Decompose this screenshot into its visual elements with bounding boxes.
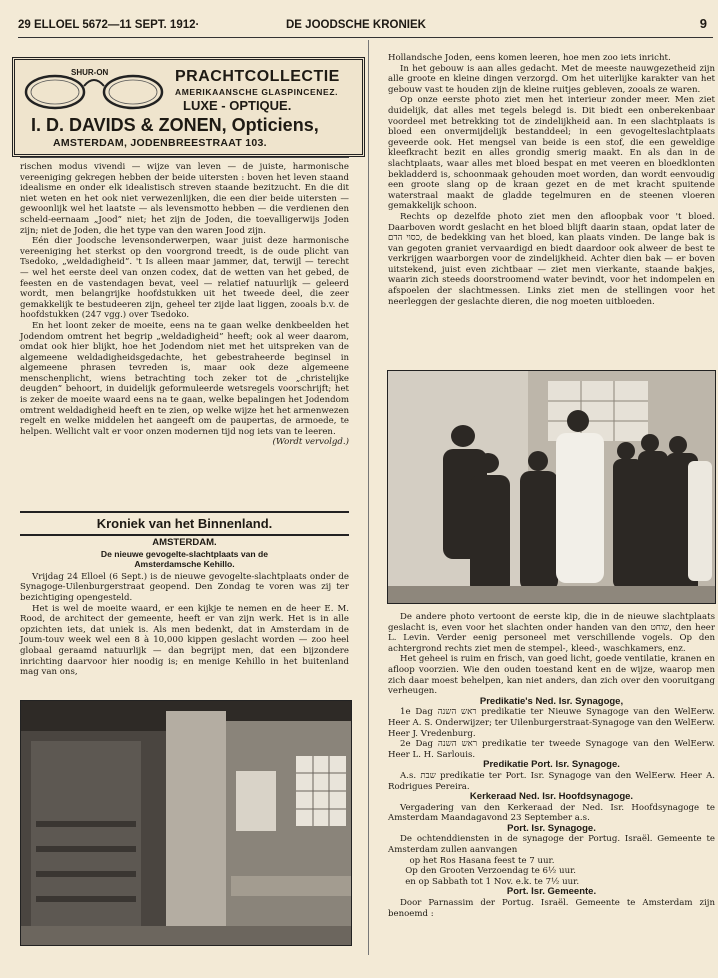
notice-text: Door Parnassim der Portug. Israël. Gemeente te Amsterdam zijn benoemd : — [388, 898, 715, 919]
newspaper-title: DE JOODSCHE KRONIEK — [286, 19, 426, 31]
service-time: op het Ros Hasana feest te 7 uur. — [409, 855, 555, 866]
article-subhead: Amsterdamsche Kehillo. — [134, 559, 235, 570]
ad-rule — [20, 157, 349, 158]
column-divider — [368, 40, 369, 955]
right-paragraph: Op onze eerste photo ziet men het interieur zonder meer. Men ziet duidelijk, dat alles met tegels belegd is. Dit biedt een onberekenbaar voordeel met betrekking tot de zindelijkheid aan. In een slachtplaats is bloed een onvermijdelijk bestanddeel; in een gevogelteslachtplaats geveerde ook. Het mengsel van beide is een stof, die een geweldige kleefkracht bezit en alles grondig smerig maakt. En als dan in de slachtplaats, waar alles met bloed bespat en met veeren en bloedklonten bekladderd is, schoonmaak gehouden moet worden, dan wordt eenvoudig een groote slang op de kraan gezet en de met kracht spuitende waterstraal maakt de gladde tegelmuren en de steenen vloeren gemakkelijk schoon. — [388, 95, 715, 212]
right-paragraph: Het geheel is ruim en frisch, van goed licht, goede ventilatie, kranen en afloop voorzien. Wie den ouden toestand kent en de wijze, waarop men zich daar moest behelpen, kan niet anders, dan zich over den vooruitgang verheugen. — [388, 654, 715, 697]
notice-heading: Kerkeraad Ned. Isr. Hoofdsynagoge. — [469, 791, 634, 803]
right-notices — [388, 612, 715, 919]
service-time: Op den Grooten Verzoendag te 6½ uur. — [405, 866, 576, 877]
left-paragraph: rischen modus vivendi — wijze van leven — de juiste, harmonische vereeniging gekregen hebben der beide uitersten : boven het leven staand idealisme en onder elk idealistisch streven staande bezitzucht. En die dit niet weten en het ook niet verwezenlijken, die een dier beide uitersten — gewoonlijk wel het laatste — als levensmotto hebben — die verdienen den scheld-eernaam „Jood” niet; het zijn de Joden, die toevalligerwijs Joden zijn; niet de Joden, die het type van den waren Jood zijn. — [20, 162, 349, 236]
left-paragraph: En het loont zeker de moeite, eens na te gaan welke denkbeelden het Jodendom omtrent het begrip „weldadigheid” heeft; ook al weer daarom, omdat ook hier blijkt, hoe het Jodendom niet met het uitspreken van de algemeene weldadigheidsgedachte, het gebestraheerde beginsel in algemeene phrasen tevreden is, maar ook deze algemeene menschenplicht, wiens betrachting toch zeker tot de „christelijke deugden” behoort, in duidelijk geformuleerde wetsregels voorschrijft; het is zeker de moeite waard eens na te gaan, welke bepalingen het Jodendom omtrent weldadigheid heeft en te zien, op welke wijze het het armenwezen regelt en welke middelen het aangeeft om de paupertas, de armoede, te helpen. Wellicht valt er voor onzen modernen tijd nog iets van te leeren. — [20, 320, 349, 437]
notice-heading: Predikatie's Ned. Isr. Synagoge, — [479, 695, 624, 707]
right-paragraph: Rechts op dezelfde photo ziet men den afloopbak voor 't bloed. Daarboven wordt geslacht en het bloed blijft daarin staan, opdat later de כסוי הדם, de bedekking van het bloed, kan plaats vinden. De lange bak is van gegoten graniet vervaardigd en biedt daardoor ook alweer de best te verkrijgen waarborgen voor de zindelijkheid. Achter dien bak — er boven uitstekend, juist even zichtbaar — ziet men vierkante, staande bakjes, waarin zich steeds doorstroomend water bevindt, voor het indompelen en afspoelen der slachtmessen. Links ziet men de stellingen voor het neerleggen der geslachte dieren, die nog moeten uitbloeden. — [388, 211, 715, 307]
right-paragraph: In het gebouw is aan alles gedacht. Met de meeste nauwgezetheid zijn alle groote en kleine dingen verzorgd. Om het uiterlijke karakter van het gebouw vast te houden zijn de kleine ruitjes gebleven, zooals ze waren. — [388, 63, 715, 95]
right-article — [388, 53, 715, 307]
notice-heading: Port. Isr. Synagoge. — [507, 822, 596, 834]
to-be-continued: (Wordt vervolgd.) — [272, 437, 349, 448]
section-heading: Kroniek van het Binnenland. — [20, 511, 349, 536]
page-number: 9 — [699, 16, 707, 31]
notice-text: 1e Dag ראש השנה predikatie ter Nieuwe Synagoge van den WelEerw. Heer A. S. Onderwijzer; ter Uilenburgerstraat-Synagoge van den WelEerw. Heer J. Vredenburg. — [388, 707, 715, 739]
shur-on-logo: SHUR-ON — [71, 68, 109, 77]
optician-advertisement — [12, 57, 365, 157]
notice-text: De ochtenddiensten in de synagoge der Portug. Israël. Gemeente te Amsterdam zullen aanvangen — [388, 834, 715, 856]
notice-text: Vergadering van den Kerkeraad der Ned. Isr. Hoofdsynagoge te Amsterdam Maandagavond 23 September a.s. — [388, 802, 715, 824]
page-header — [18, 15, 713, 38]
article-subhead: De nieuwe gevogelte-slachtplaats van de — [100, 548, 269, 559]
left-paragraph: Het is wel de moeite waard, er een kijkje te nemen en de heer E. M. Rood, de architect der gemeente, heeft er van zijn werk. Het is in alle opzichten iets, dat uniek is. Als men bedenkt, dat in Amsterdam in de Joum-touv week wel een 8 à 10,000 kippen geslacht worden — zoo heel globaal geraamd natuurlijk — dan begrijpt men, dat een bijzondere inrichting daarvoor hier noodig is; en menige Kehillo in het buitenland mag van ons, — [20, 603, 349, 678]
right-paragraph: Hollandsche Joden, eens komen leeren, hoe men zoo iets inricht. — [388, 53, 671, 63]
ad-subtitle: AMERIKAANSCHE GLASPINCENEZ. — [175, 87, 339, 97]
left-paragraph: Eén dier Joodsche levensonderwerpen, waar juist deze harmonische vereeniging het sterkst op den voorgrond treedt, is de oude plicht van Tsedoko, „weldadigheid”. 't Is alleen maar jammer, dat, terwijl — terecht — wel het eerste deel van onzen codex, dat de wetten van het gebed, de feesten en de vastendagen bevat, veel — relatief natuurlijk — geleerd wordt, men belangrijke hoofdstukken uit het tweede deel, die zeer gemakkelijk te bestudeeren zijn, geheel ter zijde laat liggen, zooals b.v. de hoofdstukken (247 vgg.) over Tsedoko. — [20, 236, 349, 321]
first-slaughter-photo — [387, 370, 716, 604]
notice-text: 2e Dag ראש השנה predikatie ter tweede Synagoge van den WelEerw. Heer L. H. Sarlouis. — [388, 739, 715, 760]
issue-date: 29 ELLOEL 5672—11 SEPT. 1912· — [18, 19, 200, 31]
left-paragraph: Vrijdag 24 Elloel (6 Sept.) is de nieuwe gevogelte-slachtplaats onder de Synagoge-Uilenburgerstraat geopend. Den Zondag te voren was zij ter bezichtiging opengesteld. — [20, 571, 349, 603]
city-heading: AMSTERDAM. — [152, 537, 217, 548]
slaughterhouse-interior-photo — [20, 700, 352, 946]
left-article — [20, 162, 349, 448]
service-time: en op Sabbath tot 1 Nov. e.k. te 7½ uur. — [405, 876, 580, 887]
right-paragraph: De andere photo vertoont de eerste kip, die in de nieuwe slachtplaats geslacht is, even voor het slachten onder handen van den שוחט, den heer L. Levin. Verder eenig personeel met verschillende vogels. Op den achtergrond rechts ziet men de stempel-, kleed-, waschkamers, enz. — [388, 612, 715, 654]
ad-title: PRACHTCOLLECTIE — [175, 68, 340, 85]
notice-text: A.s. שבת predikatie ter Port. Isr. Synagoge van den WelEerw. Heer A. Rodrigues Pereira. — [388, 770, 716, 792]
left-news — [20, 538, 349, 678]
ad-address: AMSTERDAM, JODENBREESTRAAT 103. — [53, 137, 267, 149]
ad-company: I. D. DAVIDS & ZONEN, Opticiens, — [31, 115, 319, 135]
ad-tagline: LUXE - OPTIQUE. — [183, 98, 292, 113]
notice-heading: Port. Isr. Gemeente. — [506, 886, 597, 898]
notice-heading: Predikatie Port. Isr. Synagoge. — [483, 759, 620, 771]
